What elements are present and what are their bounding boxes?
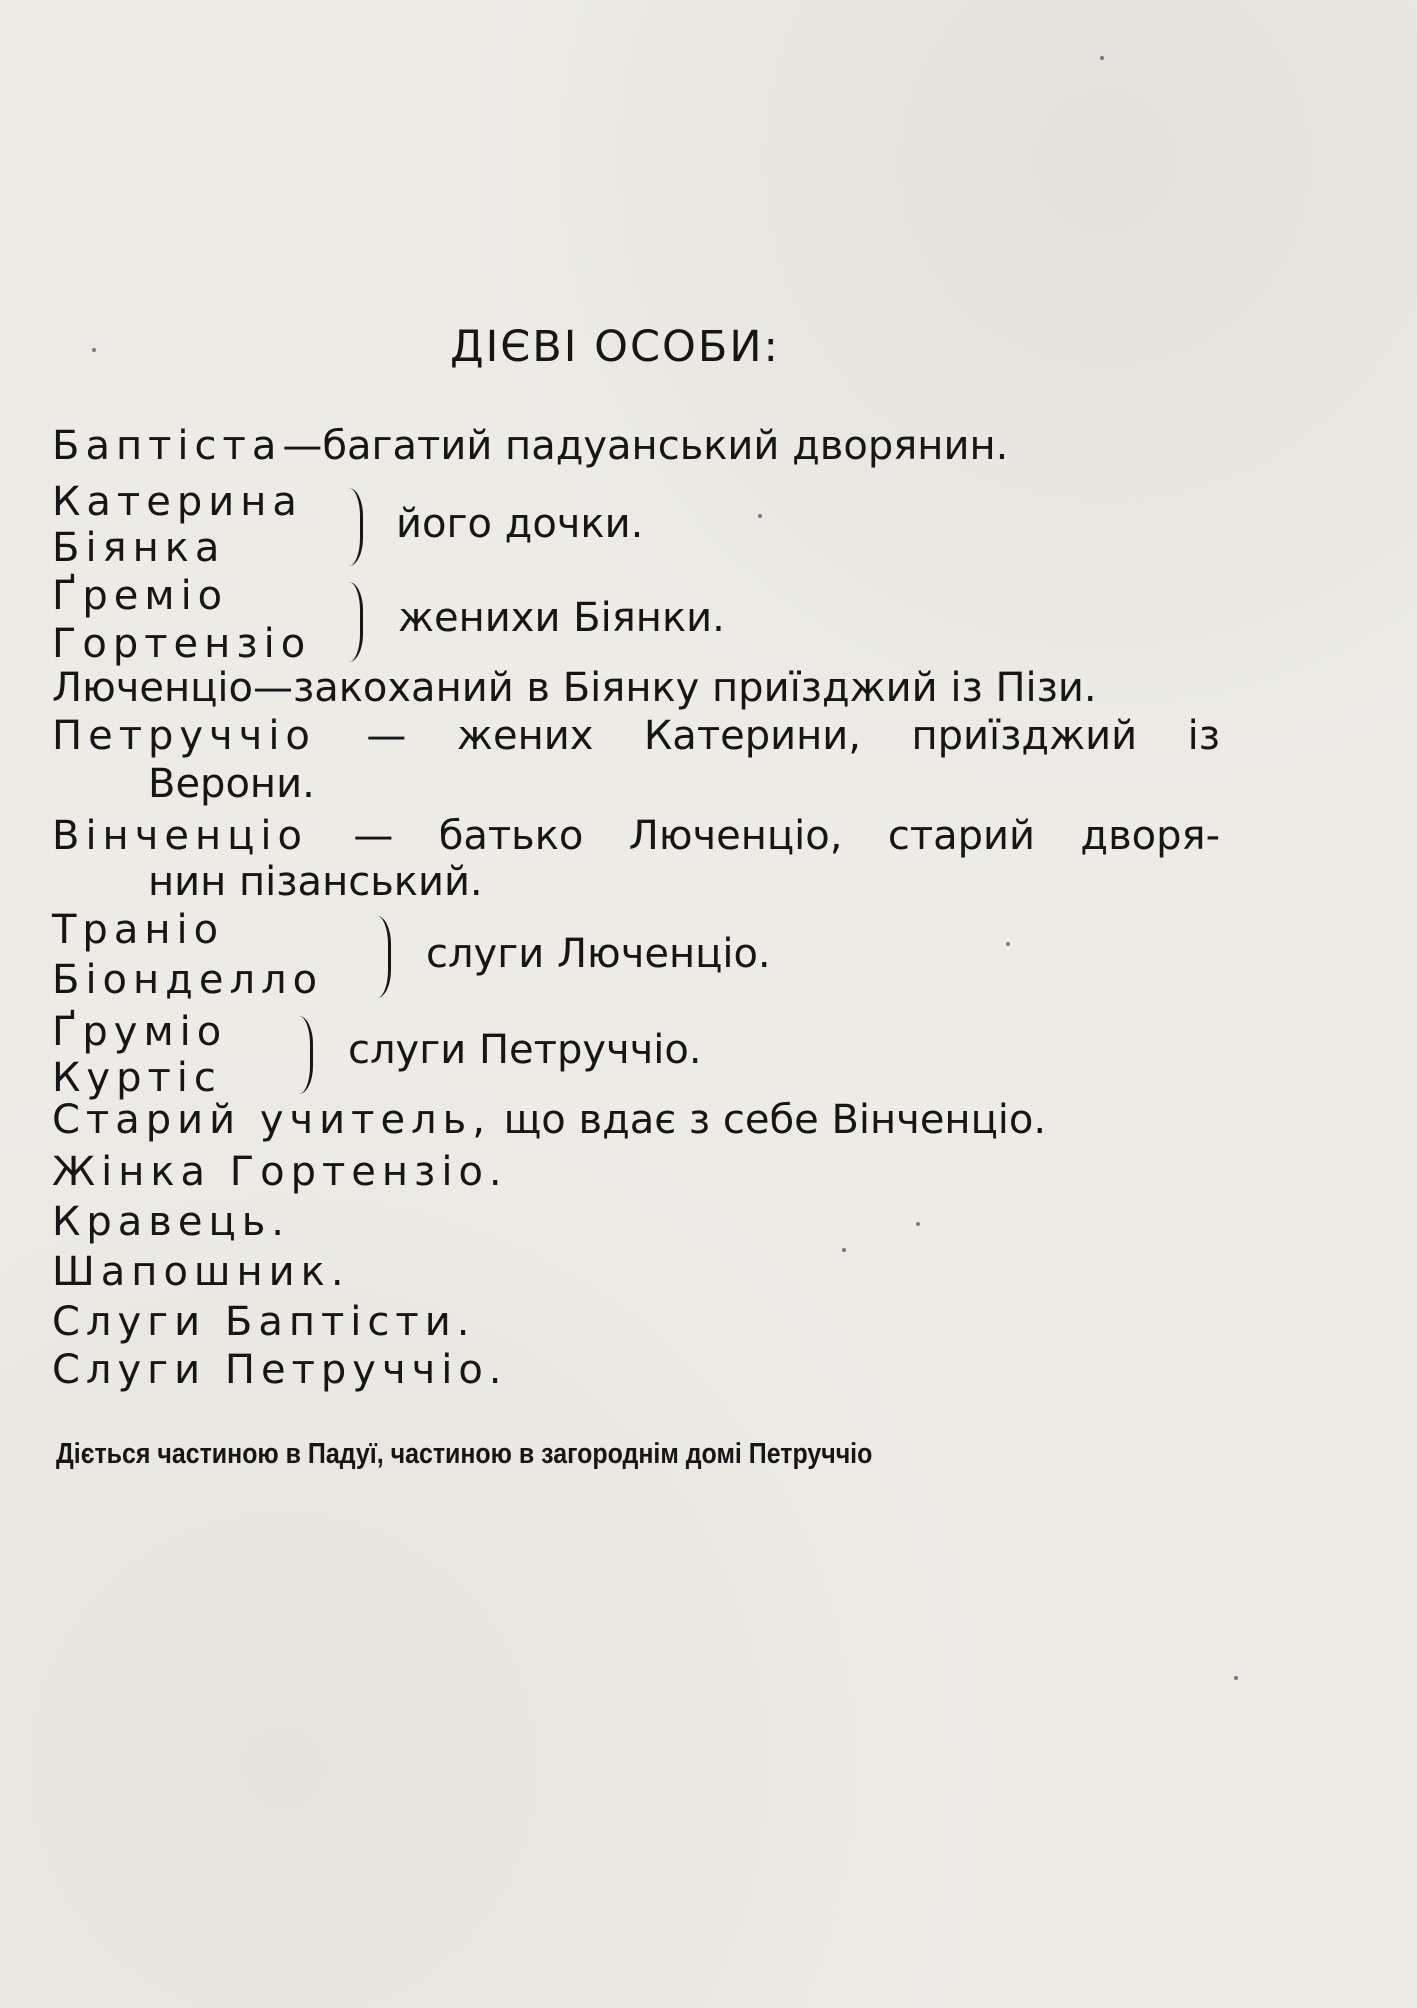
character-name: Петруччіо	[52, 713, 316, 759]
paper-speck	[1006, 942, 1010, 946]
character-description: — батько Люченціо, старий дворя-	[353, 813, 1220, 859]
character-haberdasher: Шапошник.	[52, 1249, 350, 1295]
character-tranio: Траніо	[52, 907, 225, 953]
character-name: Старий учитель,	[52, 1097, 491, 1143]
character-description: — жених Катерини, приїзджий із	[366, 713, 1220, 759]
setting-note: Діється частиною в Падуї, частиною в загороднім домі Петруччіо	[56, 1438, 873, 1470]
paper-speck	[758, 514, 762, 518]
group-description: слуги Люченціо.	[426, 931, 771, 977]
character-petruchio-servants: Слуги Петруччіо.	[52, 1347, 508, 1393]
group-description: слуги Петруччіо.	[348, 1027, 702, 1073]
character-name: Люченціо	[52, 665, 253, 711]
character-hortensio-wife: Жінка Гортензіо.	[52, 1149, 508, 1195]
character-bianca: Біянка	[52, 525, 226, 571]
character-katerina: Катерина	[52, 479, 303, 525]
paper-speck	[1234, 1676, 1238, 1680]
character-biondello: Біонделло	[52, 957, 324, 1003]
character-lucentio	[52, 664, 1097, 712]
paper-speck	[1100, 56, 1104, 60]
page-title: ДІЄВІ ОСОБИ:	[450, 322, 781, 372]
character-description-continued: нин пізанський.	[148, 859, 483, 905]
character-description-continued: Верони.	[148, 761, 315, 807]
group-description: його дочки.	[396, 501, 644, 547]
group-brace	[346, 488, 363, 566]
character-description: —багатий падуанський дворянин.	[282, 423, 1009, 469]
character-pedant	[52, 1096, 1046, 1144]
character-hortensio: Гортензіо	[52, 621, 312, 667]
character-description: —закоханий в Біянку приїзджий із Пізи.	[252, 665, 1097, 711]
paper-speck	[842, 1248, 846, 1252]
paper-speck	[92, 348, 96, 352]
character-grumio: Ґрумiо	[52, 1009, 228, 1055]
group-brace	[374, 916, 391, 998]
paper-speck	[916, 1222, 920, 1226]
character-description: що вдає з себе Вінченціо.	[503, 1097, 1047, 1143]
group-brace	[346, 582, 363, 662]
character-vincentio	[52, 812, 1220, 860]
character-name: Вінченціо	[52, 813, 308, 859]
character-gremio: Ґреміо	[52, 573, 229, 619]
character-petruchio	[52, 712, 1220, 760]
character-tailor: Кравець.	[52, 1199, 290, 1245]
character-curtis: Куртіс	[52, 1055, 222, 1101]
character-baptista	[52, 422, 1008, 470]
character-baptista-servants: Слуги Баптісти.	[52, 1299, 476, 1345]
character-name: Баптіста	[52, 423, 283, 469]
group-description: женихи Біянки.	[398, 595, 725, 641]
group-brace	[296, 1016, 313, 1094]
